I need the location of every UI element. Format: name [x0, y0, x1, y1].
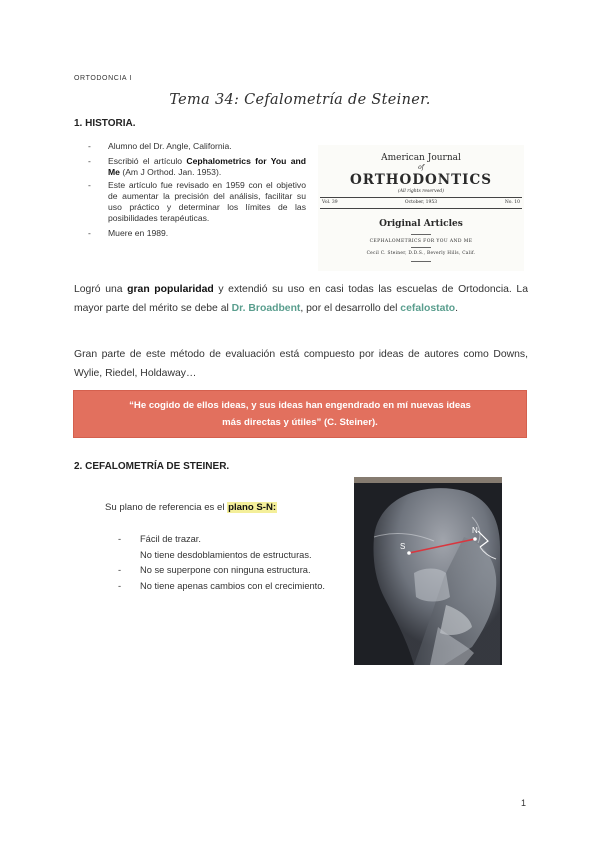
journal-cover-image — [318, 145, 524, 271]
emphasis-cefalostato: cefalostato — [400, 303, 456, 314]
xray-illustration — [354, 477, 502, 665]
journal-rights: (All rights reserved) — [397, 189, 444, 194]
journal-short-rule — [411, 247, 431, 248]
label-n: N — [472, 526, 478, 535]
paragraph-popularity — [74, 280, 528, 318]
journal-of: of — [418, 164, 424, 171]
journal-number: No. 10 — [504, 200, 520, 205]
journal-rule-top — [320, 197, 522, 198]
text: Su plano de referencia es el — [105, 502, 228, 513]
journal-volume: Vol. 39 — [322, 200, 338, 205]
list-item — [118, 532, 328, 548]
list-item-text: Fácil de trazar. — [140, 534, 201, 544]
list-item-text-pre: Escribió el artículo — [108, 156, 187, 166]
emphasis-broadbent: Dr. Broadbent — [231, 303, 301, 314]
reference-plane-line — [105, 502, 277, 513]
text: y extendió su uso en casi todas las escuelas de Ortodoncia. La mayor parte del mérito se debe al — [74, 284, 528, 314]
label-s: S — [400, 542, 406, 551]
steiner-bullet-list — [118, 532, 328, 594]
list-item — [88, 141, 306, 152]
journal-article-title: CEPHALOMETRICS FOR YOU AND ME — [369, 239, 473, 244]
quote-line: “He cogido de ellos ideas, y sus ideas han engendrado en mí nuevas ideas — [129, 400, 471, 411]
bullet-dash: - — [88, 228, 91, 238]
bullet-dash: - — [118, 565, 122, 575]
page-number: 1 — [520, 798, 526, 808]
journal-main-title: ORTHODONTICS — [350, 172, 492, 188]
bullet-dash: - — [88, 180, 91, 190]
journal-date: October, 1953 — [404, 200, 438, 205]
section-heading-steiner: 2. CEFALOMETRÍA DE STEINER. — [74, 461, 230, 472]
list-item — [118, 548, 328, 564]
text: , por el desarrollo del — [300, 303, 401, 314]
bullet-dash: - — [88, 156, 91, 166]
historia-bullet-list — [88, 141, 306, 239]
paragraph-authors: Gran parte de este método de evaluación está compuesto por ideas de autores como Downs, Wylie, Riedel, Holdaway… — [74, 349, 528, 379]
journal-short-rule — [411, 261, 431, 262]
article-title: Cephalometrics for You and Me — [108, 156, 306, 177]
cephalometric-xray-image — [354, 477, 502, 665]
course-label: ORTODONCIA I — [74, 75, 132, 82]
text: Logró una — [74, 284, 128, 295]
highlight-plano-sn: plano S-N: — [228, 502, 277, 513]
section-heading-historia: 1. HISTORIA. — [74, 118, 136, 129]
journal-rule-bottom — [320, 208, 522, 209]
document-title: Tema 34: Cefalometría de Steiner. — [169, 92, 431, 108]
journal-section-title: Original Articles — [379, 219, 463, 229]
list-item — [88, 228, 306, 239]
list-item — [88, 180, 306, 224]
bullet-dash: - — [118, 580, 122, 591]
list-item-text: Este artículo fue revisado en 1959 con el objetivo de aumentar la precisión del análisis, facilitar su uso práctico y determinar los límites de las posibilidades terapéuticas. — [108, 180, 306, 223]
text: . — [455, 303, 459, 314]
quote-box — [73, 390, 527, 438]
list-item-text: No tiene apenas cambios con el crecimiento. — [140, 580, 326, 591]
list-item-text: No se superpone con ninguna estructura. — [140, 565, 311, 575]
quote-line: más directas y útiles” (C. Steiner). — [222, 417, 378, 428]
list-item-text-post: (Am J Orthod. Jan. 1953). — [119, 167, 222, 177]
journal-author: Cecil C. Steiner, D.D.S., Beverly Hills, Calif. — [366, 251, 476, 256]
bullet-dash: - — [88, 141, 91, 151]
list-item — [88, 156, 306, 178]
point-s — [407, 551, 411, 555]
bullet-dash: - — [118, 534, 122, 544]
list-item-text: Muere en 1989. — [108, 228, 169, 238]
list-item-text: No tiene desdoblamientos de estructuras. — [140, 549, 312, 560]
emphasis-popularity: gran popularidad — [127, 284, 214, 295]
journal-short-rule — [411, 234, 431, 235]
list-item-text: Alumno del Dr. Angle, California. — [108, 141, 232, 151]
point-n — [473, 537, 477, 541]
list-item — [118, 563, 328, 579]
journal-name: American Journal — [381, 153, 461, 163]
list-item — [118, 579, 328, 595]
